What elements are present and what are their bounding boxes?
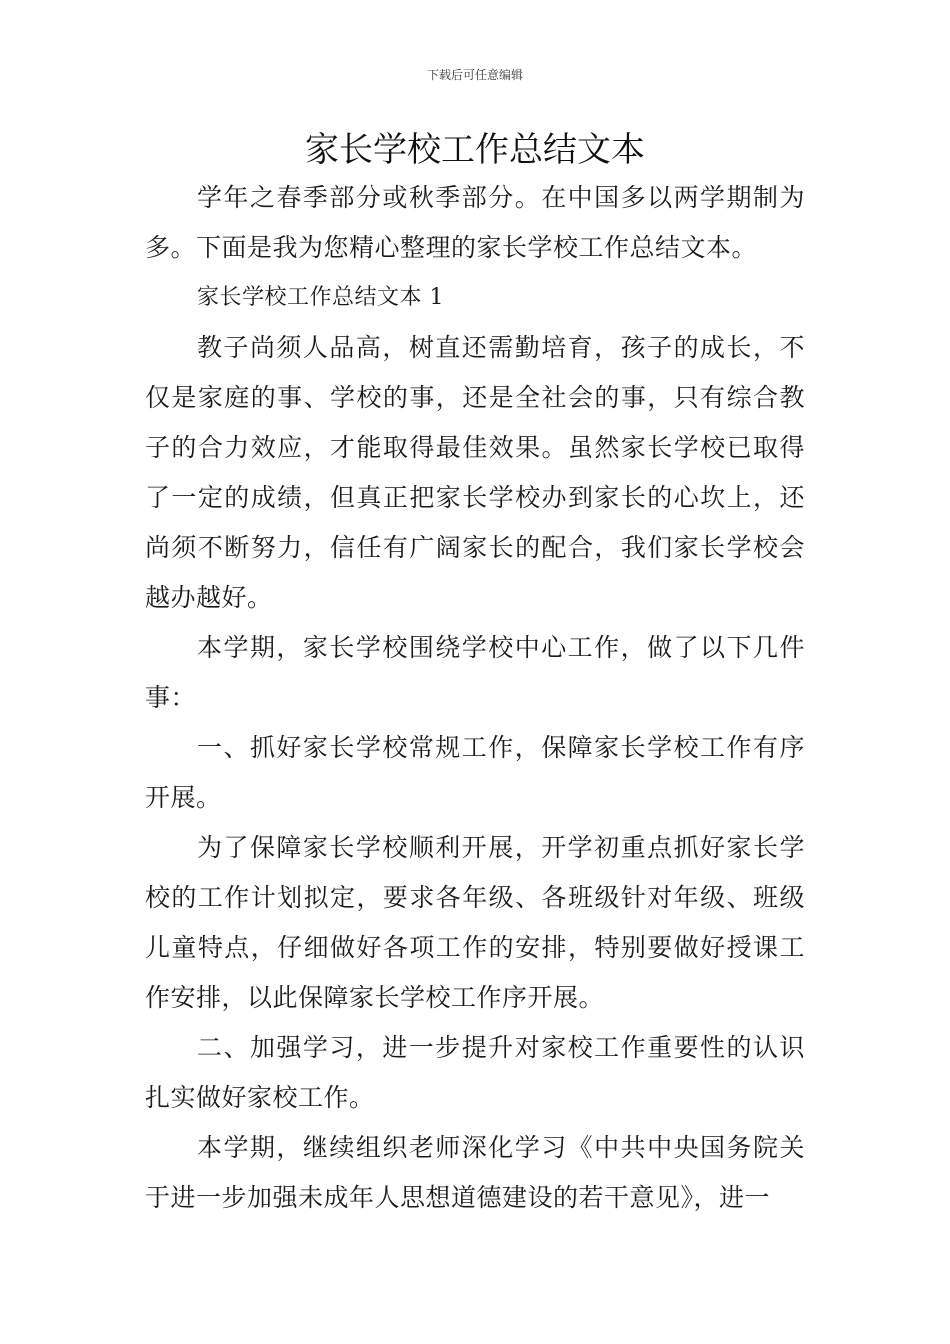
header-note: 下载后可任意编辑: [426, 68, 523, 82]
paragraph: 本学期，家长学校围绕学校中心工作，做了以下几件事：: [145, 633, 805, 712]
paragraph: 为了保障家长学校顺利开展，开学初重点抓好家长学校的工作计划拟定，要求各年级、各班级针对年级、班级儿童特点，仔细做好各项工作的安排，特别要做好授课工作安排，以此保障家长学校工作序开展。: [145, 833, 805, 1012]
document-title: 家长学校工作总结文本: [305, 130, 645, 170]
paragraph: 教子尚须人品高，树直还需勤培育，孩子的成长，不仅是家庭的事、学校的事，还是全社会的事，只有综合教子的合力效应，才能取得最佳效果。虽然家长学校已取得了一定的成绩，但真正把家长学校办到家长的心坎上，还尚须不断努力，信任有广阔家长的配合，我们家长学校会越办越好。: [145, 333, 805, 612]
paragraph: 一、抓好家长学校常规工作，保障家长学校工作有序开展。: [145, 733, 805, 812]
paragraph: 本学期，继续组织老师深化学习《中共中央国务院关于进一步加强未成年人思想道德建设的若干意见》，进一: [145, 1133, 805, 1212]
paragraph-intro: 学年之春季部分或秋季部分。在中国多以两学期制为多。下面是我为您精心整理的家长学校工作总结文本。: [145, 183, 805, 262]
document-body: [145, 173, 805, 1223]
section-heading: 家长学校工作总结文本 1: [197, 285, 444, 310]
paragraph: 二、加强学习，进一步提升对家校工作重要性的认识扎实做好家校工作。: [145, 1033, 805, 1112]
